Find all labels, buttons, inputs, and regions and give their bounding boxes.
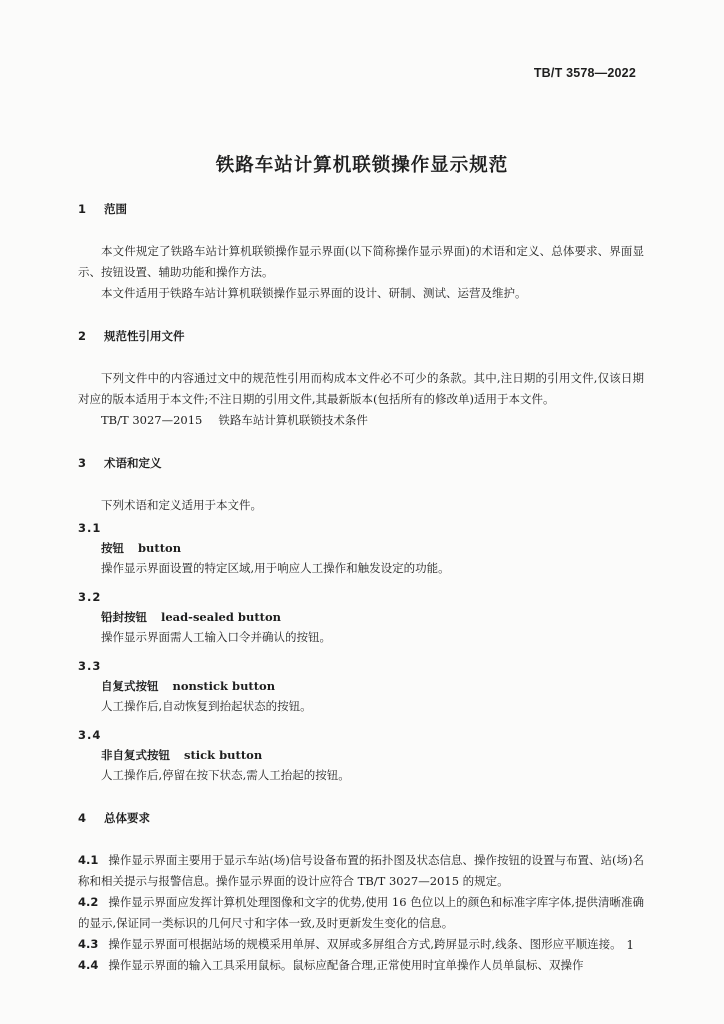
section-title: 术语和定义 bbox=[104, 456, 162, 470]
paragraph: 本文件规定了铁路车站计算机联锁操作显示界面(以下简称操作显示界面)的术语和定义、总体要求、界面显示、按钮设置、辅助功能和操作方法。 bbox=[78, 244, 644, 279]
document-code: TB/T 3578—2022 bbox=[533, 66, 636, 80]
term-entry bbox=[78, 587, 644, 648]
section-title: 规范性引用文件 bbox=[104, 329, 185, 343]
clause-text: 操作显示界面应发挥计算机处理图像和文字的优势,使用 16 色位以上的颜色和标准字库字体,提供清晰准确的显示,保证同一类标识的几何尺寸和字体一致,及时更新发生变化的信息。 bbox=[78, 895, 644, 930]
clause-number: 4.1 bbox=[78, 853, 99, 867]
clause bbox=[78, 934, 644, 955]
term-en: nonstick button bbox=[172, 679, 276, 693]
term-zh: 非自复式按钮 bbox=[101, 748, 170, 762]
section-number: 1 bbox=[78, 202, 87, 216]
clause-number: 4.3 bbox=[78, 937, 99, 951]
section-number: 3 bbox=[78, 456, 87, 470]
term-number: 3.3 bbox=[78, 659, 102, 673]
term-entry bbox=[78, 518, 644, 579]
clause-number: 4.4 bbox=[78, 958, 99, 972]
reference-code: TB/T 3027—2015 bbox=[101, 413, 203, 427]
section-title: 范围 bbox=[104, 202, 127, 216]
term-number: 3.2 bbox=[78, 590, 102, 604]
term-definition: 人工操作后,停留在按下状态,需人工抬起的按钮。 bbox=[101, 768, 350, 782]
section-heading-general-requirements bbox=[78, 808, 644, 828]
clause-text: 操作显示界面的输入工具采用鼠标。鼠标应配备合理,正常使用时宜单操作人员单鼠标、双操作 bbox=[108, 958, 584, 972]
term-entry bbox=[78, 725, 644, 786]
reference-name: 铁路车站计算机联锁技术条件 bbox=[218, 413, 368, 427]
term-zh: 按钮 bbox=[101, 541, 124, 555]
section-heading-normative-references bbox=[78, 326, 644, 346]
document-body bbox=[78, 199, 644, 976]
term-definition: 操作显示界面设置的特定区域,用于响应人工操作和触发设定的功能。 bbox=[101, 561, 450, 575]
reference-entry bbox=[78, 410, 644, 431]
section-number: 2 bbox=[78, 329, 87, 343]
clause-text: 操作显示界面可根据站场的规模采用单屏、双屏或多屏组合方式,跨屏显示时,线条、图形应平顺连接。 bbox=[108, 937, 622, 951]
clause bbox=[78, 850, 644, 892]
term-number: 3.1 bbox=[78, 521, 102, 535]
term-entry bbox=[78, 656, 644, 717]
term-name bbox=[78, 676, 644, 696]
document-title: 铁路车站计算机联锁操作显示规范 bbox=[215, 155, 509, 176]
clause-text: 操作显示界面主要用于显示车站(场)信号设备布置的拓扑图及状态信息、操作按钮的设置与布置、站(场)名称和相关提示与报警信息。操作显示界面的设计应符合 TB/T 3027—2015 的规定。 bbox=[78, 853, 644, 888]
section-number: 4 bbox=[78, 811, 87, 825]
section-heading-scope bbox=[78, 199, 644, 219]
clause-number: 4.2 bbox=[78, 895, 99, 909]
term-zh: 自复式按钮 bbox=[101, 679, 159, 693]
clause bbox=[78, 892, 644, 934]
paragraph: 下列文件中的内容通过文中的规范性引用而构成本文件必不可少的条款。其中,注日期的引用文件,仅该日期对应的版本适用于本文件;不注日期的引用文件,其最新版本(包括所有的修改单)适用于本文件。 bbox=[78, 371, 644, 406]
section-title: 总体要求 bbox=[104, 811, 150, 825]
term-definition: 人工操作后,自动恢复到抬起状态的按钮。 bbox=[101, 699, 312, 713]
clause bbox=[78, 955, 644, 976]
term-name bbox=[78, 607, 644, 627]
section-heading-terms bbox=[78, 453, 644, 473]
term-en: button bbox=[138, 541, 182, 555]
paragraph: 本文件适用于铁路车站计算机联锁操作显示界面的设计、研制、测试、运营及维护。 bbox=[101, 286, 527, 300]
term-en: lead-sealed button bbox=[161, 610, 281, 624]
term-en: stick button bbox=[184, 748, 263, 762]
term-zh: 铅封按钮 bbox=[101, 610, 147, 624]
page-number: 1 bbox=[626, 938, 634, 952]
term-name bbox=[78, 745, 644, 765]
paragraph: 下列术语和定义适用于本文件。 bbox=[101, 498, 262, 512]
term-name bbox=[78, 538, 644, 558]
term-definition: 操作显示界面需人工输入口令并确认的按钮。 bbox=[101, 630, 331, 644]
term-number: 3.4 bbox=[78, 728, 102, 742]
